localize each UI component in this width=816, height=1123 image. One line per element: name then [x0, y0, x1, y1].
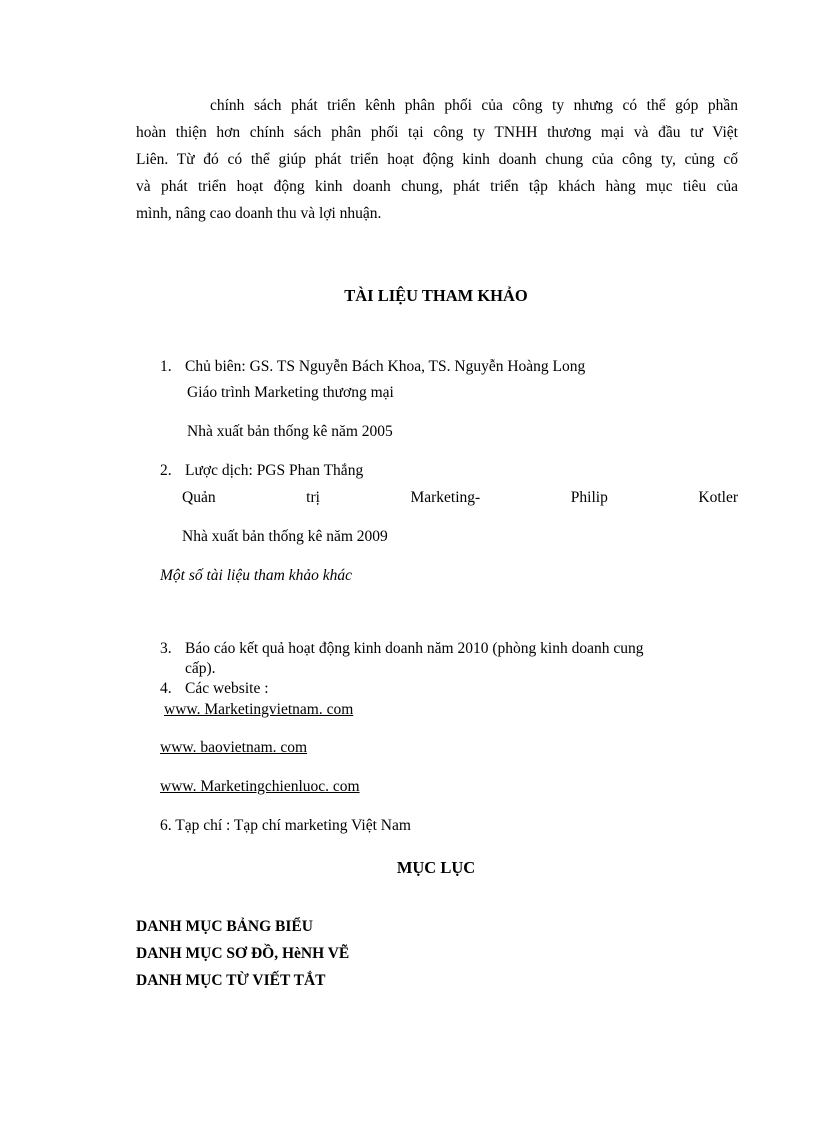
reference-text-continued: cấp).: [185, 660, 216, 677]
references-title: TÀI LIỆU THAM KHẢO: [344, 286, 528, 305]
reference-book: Giáo trình Marketing thương mại: [187, 384, 394, 401]
website-link[interactable]: www. Marketingvietnam. com: [164, 701, 354, 718]
list-number: 4.: [160, 680, 172, 697]
reference-text: Báo cáo kết quả hoạt động kinh doanh năm 2010 (phòng kinh doanh cung: [185, 640, 644, 657]
intro-line: Liên. Từ đó có thể giúp phát triển hoạt động kinh doanh chung của công ty, củng cố: [136, 151, 738, 168]
reference-book: [182, 489, 738, 507]
toc-item[interactable]: DANH MỤC BẢNG BIỂU: [136, 918, 313, 935]
reference-item-4: [160, 680, 269, 698]
reference-item-6: 6. Tạp chí : Tạp chí marketing Việt Nam: [160, 817, 411, 834]
website-link[interactable]: www. Marketingchienluoc. com: [160, 778, 360, 795]
reference-text: Các website :: [185, 680, 269, 697]
intro-line: chính sách phát triển kênh phân phối của công ty nhưng có thể góp phần: [210, 97, 738, 114]
book-word: Philip: [570, 489, 608, 506]
reference-publisher: Nhà xuất bản thống kê năm 2009: [182, 528, 388, 545]
intro-line: hoàn thiện hơn chính sách phân phối tại công ty TNHH thương mại và đầu tư Việt: [136, 124, 738, 141]
book-word: Quản: [182, 489, 216, 506]
book-word: Kotler: [698, 489, 738, 506]
intro-paragraph: [136, 92, 738, 227]
toc-item[interactable]: DANH MỤC SƠ ĐỒ, HèNH VẼ: [136, 945, 350, 962]
other-references-note: Một số tài liệu tham khảo khác: [160, 567, 352, 584]
reference-item-1: [160, 358, 585, 376]
list-number: 2.: [160, 462, 172, 479]
intro-line: và phát triển hoạt động kinh doanh chung, phát triển tập khách hàng mục tiêu của: [136, 178, 738, 195]
reference-author: Lược dịch: PGS Phan Thắng: [185, 462, 364, 479]
reference-author: Chủ biên: GS. TS Nguyễn Bách Khoa, TS. Nguyễn Hoàng Long: [185, 358, 586, 375]
website-link[interactable]: www. baovietnam. com: [160, 739, 308, 756]
intro-line: mình, nâng cao doanh thu và lợi nhuận.: [136, 205, 382, 222]
book-word: trị: [306, 489, 320, 506]
reference-item-2: [160, 462, 363, 480]
reference-item-3: [160, 640, 643, 658]
toc-item[interactable]: DANH MỤC TỪ VIẾT TẮT: [136, 972, 326, 989]
list-number: 1.: [160, 358, 172, 375]
reference-publisher: Nhà xuất bản thống kê năm 2005: [187, 423, 393, 440]
list-number: 3.: [160, 640, 172, 657]
book-word: Marketing-: [410, 489, 481, 506]
toc-title: MỤC LỤC: [396, 858, 476, 877]
